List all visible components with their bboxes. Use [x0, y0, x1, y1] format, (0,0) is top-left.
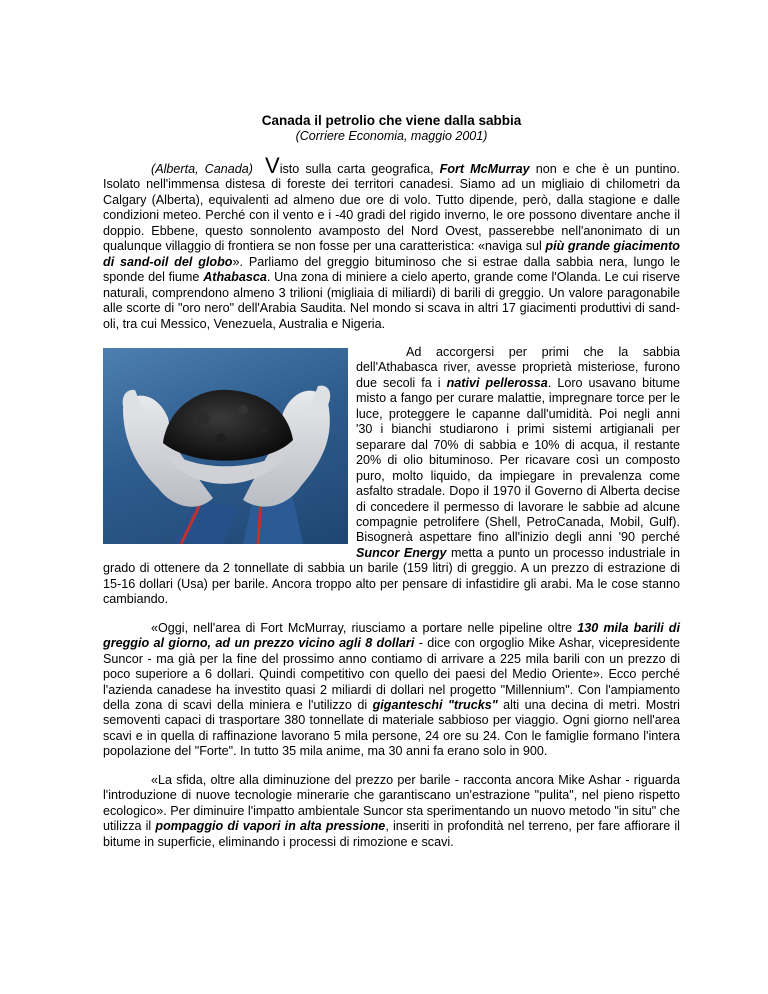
emphasis-pompaggio: pompaggio di vapori in alta pressione	[155, 819, 386, 834]
paragraph-3	[103, 621, 680, 760]
text-run: . Una zona di miniere a cielo aperto, grande come l'Olanda. Le cui riserve naturali, comprendono almeno 3 trilioni (migliaia di miliardi) di barili di greggio. Un valore paragonabile alle scorte di "oro nero" dell'Arabia Saudita. Nel mondo si scava in altri 17 giacimenti produttivi di sand-oli, tra cui Messico, Venezuela, Australia e Nigeria.	[103, 270, 680, 331]
emphasis-athabasca: Athabasca	[203, 270, 267, 285]
text-run: «Oggi, nell'area di Fort McMurray, riusciamo a portare nelle pipeline oltre	[151, 620, 578, 635]
text-run: alti una decina di metri. Mostri semoventi capaci di trasportare 380 tonnellate di materiale sabbioso per viaggio. Ogni giorno nell'area scavi e in quella di raffinazione lavorano 5 mila persone, 24 ore su 24. Con le famiglie formano l'intera popolazione del "Forte". In tutto 35 mila anime, ma 30 anni fa erano solo in 900.	[103, 697, 680, 759]
text-run: ». Parliamo del greggio bituminoso che si estrae dalla sabbia nera, lungo le sponde del fiume	[103, 254, 680, 285]
dateline: (Alberta, Canada)	[151, 162, 253, 176]
article-title: Canada il petrolio che viene dalla sabbia	[261, 113, 522, 128]
emphasis-giacimento: più grande giacimento di sand-oil del globo	[103, 239, 680, 269]
emphasis-fort-mcmurray: Fort McMurray	[439, 162, 530, 176]
text-run: . Loro usavano bitume misto a fango per curare malattie, impregnare torce per le luce, proteggere le capanne dall'umidità. Poi negli anni '30 i bianchi studiarono i primi sistemi artigianali per separare dal 70% di sabbia e 10% di acqua, il restante 20% di olio bituminoso. Per ricavare così un composto puro, molto liquido, da impiegare in prevalenza come asfalto stradale. Dopo il 1970 il Governo di Alberta decise di concedere il permesso di lavorare le sabbie ad alcune compagnie petrolifere (Shell, PetroCanada, Mobil, Gulf). Bisognerà aspettare fino all'inizio degli anni '90 perché	[356, 375, 680, 545]
paragraph-1	[103, 153, 681, 332]
paragraph-2-wrap	[103, 345, 680, 608]
article	[103, 112, 680, 850]
text-run: isto sulla carta geografica,	[279, 162, 440, 176]
emphasis-barili: 130 mila barili di greggio al giorno, ad un prezzo vicino agli 8 dollari	[103, 620, 680, 651]
drop-cap: V	[265, 153, 280, 178]
text-run: metta a punto un processo industriale in grado di ottenere da 2 tonnellate di sabbia un barile (159 litri) di greggio. A un prezzo di estrazione di 15-16 dollari (Usa) per barile. Ancora troppo alto per pensare di infastidire gli arabi. Ma le cose stanno cambiando.	[103, 545, 680, 607]
text-run: «La sfida, oltre alla diminuzione del prezzo per barile - racconta ancora Mike Ashar - riguarda l'introduzione di nuove tecnologie minerarie che garantiscano un'estrazione "pulita", nel pieno rispetto ecologico». Per diminuire l'impatto ambientale Suncor sta sperimentando un nuovo metodo "in situ" che utilizza il	[103, 772, 680, 834]
emphasis-nativi: nativi pellerossa	[446, 375, 548, 390]
gloved-hands-oil-sand-photo	[103, 348, 348, 544]
text-run: , inseriti in profondità nel terreno, per fare affiorare il bitume in superficie, eliminando i processi di rimozione e scavi.	[103, 819, 680, 849]
text-run: Ad accorgersi per primi che la sabbia dell'Athabasca river, avesse proprietà misteriose, furono due secoli fa i	[356, 344, 680, 390]
paragraph-4	[103, 773, 680, 850]
article-subtitle: (Corriere Economia, maggio 2001)	[295, 129, 488, 143]
emphasis-suncor: Suncor Energy	[356, 545, 447, 560]
text-run: non e che è un puntino. Isolato nell'immensa distesa di foreste dei territori canadesi. Siamo ad un migliaio di chilometri da Calgary (Alberta), equivalenti ad almeno due ore di volo. Tutto dipende, però, dalla stagione e dalle condizioni meteo. Perché con il vento e i -40 gradi del rigido inverno, le ore possono diventare anche il doppio. Ebbene, questo sonnolento avamposto del Nord Ovest, passerebbe nell'anonimato di un qualunque villaggio di frontiera se non fosse per una caratteristica: «naviga sul	[103, 162, 681, 254]
text-run: - dice con orgoglio Mike Ashar, vicepresidente Suncor - ma già per la fine del prossimo anno contiamo di arrivare a 225 mila barili con un prezzo di poco superiore a 6 dollari. Quindi competitivo con quello dei paesi del Medio Oriente». Ecco perché l'azienda canadese ha investito quasi 2 miliardi di dollari nel progetto "Millennium". Con l'ampiamento della zona di scavi della miniera e l'utilizzo di	[103, 636, 680, 712]
emphasis-trucks: giganteschi "trucks"	[372, 697, 498, 712]
